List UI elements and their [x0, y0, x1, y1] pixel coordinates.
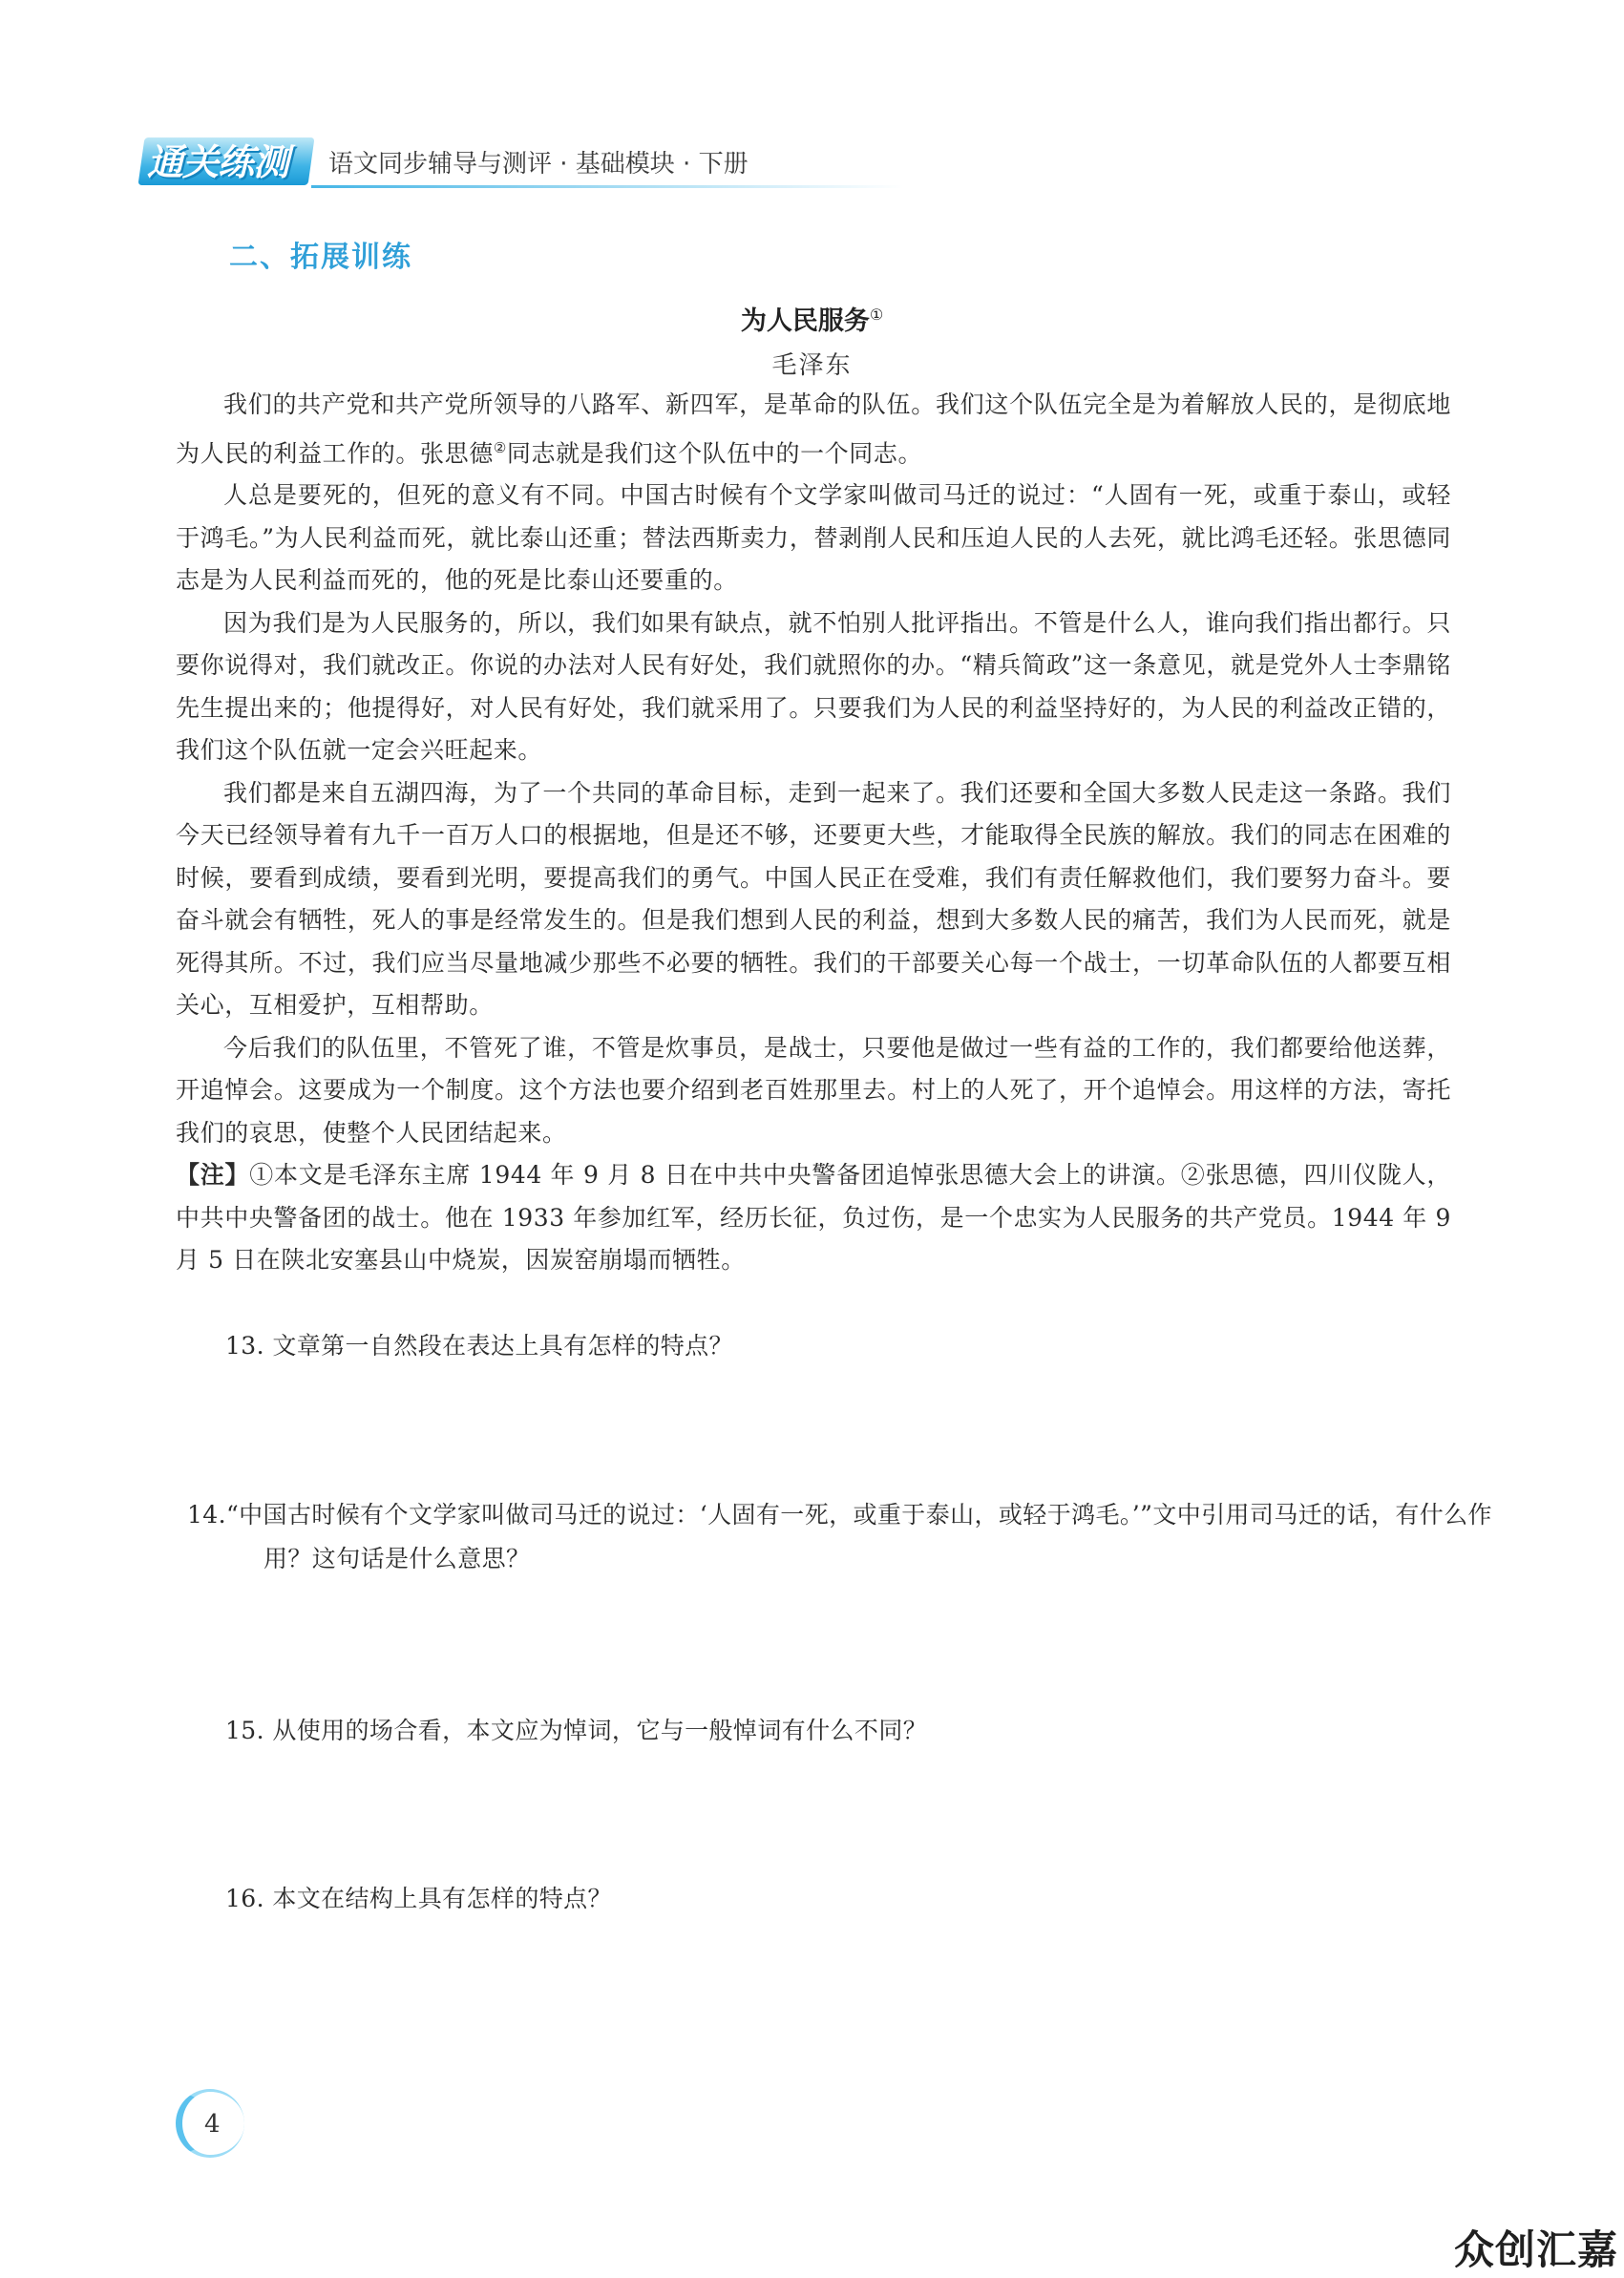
question-16 [225, 1877, 1457, 1921]
footnote [176, 1154, 1451, 1282]
article-body [176, 384, 1451, 1282]
page-header [141, 134, 762, 189]
question-13 [225, 1324, 1457, 1368]
paragraph-5: 今后我们的队伍里，不管死了谁，不管是炊事员，是战士，只要他是做过一些有益的工作的，我们都要给他送葬，开追悼会。这要成为一个制度。这个方法也要介绍到老百姓那里去。村上的人死了，开个追悼会。用这样的方法，寄托我们的哀思，使整个人民团结起来。 [176, 1033, 1451, 1147]
article-title [0, 300, 1624, 337]
page-number: 4 [204, 2110, 221, 2139]
paragraph-1-part-b: 同志就是我们这个队伍中的一个同志。 [506, 438, 923, 467]
question-14 [187, 1493, 1495, 1581]
footnote-mark: ② [493, 438, 507, 456]
question-number: 15. [225, 1717, 264, 1744]
paragraph-3: 因为我们是为人民服务的，所以，我们如果有缺点，就不怕别人批评指出。不管是什么人，谁向我们指出都行。只要你说得对，我们就改正。你说的办法对人民有好处，我们就照你的办。“精兵简政”这一条意见，就是党外人士李鼎铭先生提出来的；他提得好，对人民有好处，我们就采用了。只要我们为人民的利益坚持好的，为人民的利益改正错的，我们这个队伍就一定会兴旺起来。 [176, 608, 1451, 765]
question-text: “中国古时候有个文学家叫做司马迁的说过：‘人固有一死，或重于泰山，或轻于鸿毛。’”文中引用司马迁的话，有什么作用？这句话是什么意思？ [225, 1501, 1492, 1572]
question-number: 13. [225, 1332, 264, 1360]
question-number: 16. [225, 1885, 264, 1912]
series-logo: 通关练测 [147, 141, 289, 183]
paragraph-2: 人总是要死的，但死的意义有不同。中国古时候有个文学家叫做司马迁的说过：“人固有一死，或重于泰山，或轻于鸿毛。”为人民利益而死，就比泰山还重；替法西斯卖力，替剥削人民和压迫人民的人去死，就比鸿毛还轻。张思德同志是为人民利益而死的，他的死是比泰山还要重的。 [176, 481, 1451, 595]
question-15 [225, 1709, 1457, 1753]
question-text: 文章第一自然段在表达上具有怎样的特点？ [272, 1332, 733, 1360]
article-author: 毛泽东 [771, 351, 853, 380]
watermark: 众创汇嘉 [1453, 2226, 1618, 2273]
article-title-text: 为人民服务 [740, 306, 870, 336]
paragraph-1 [176, 384, 1451, 475]
question-text: 从使用的场合看，本文应为悼词，它与一般悼词有什么不同？ [272, 1717, 928, 1744]
question-text: 本文在结构上具有怎样的特点？ [272, 1885, 612, 1912]
section-heading: 二、拓展训练 [229, 241, 412, 274]
paragraph-1-part-a: 我们的共产党和共产党所领导的八路军、新四军，是革命的队伍。我们这个队伍完全是为着解放人民的，是彻底地为人民的利益工作的。张思德 [176, 390, 1451, 467]
header-divider [311, 185, 903, 188]
paragraph-4: 我们都是来自五湖四海，为了一个共同的革命目标，走到一起来了。我们还要和全国大多数人民走这一条路。我们今天已经领导着有九千一百万人口的根据地，但是还不够，还要更大些，才能取得全民族的解放。我们的同志在困难的时候，要看到成绩，要看到光明，要提高我们的勇气。中国人民正在受难，我们有责任解救他们，我们要努力奋斗。要奋斗就会有牺牲，死人的事是经常发生的。但是我们想到人民的利益，想到大多数人民的痛苦，我们为人民而死，就是死得其所。不过，我们应当尽量地减少那些不必要的牺牲。我们的干部要关心每一个战士，一切革命队伍的人都要互相关心，互相爱护，互相帮助。 [176, 778, 1451, 1020]
question-number: 14. [187, 1501, 226, 1529]
footnote-text: ①本文是毛泽东主席 1944 年 9 月 8 日在中共中央警备团追悼张思德大会上的讲演。②张思德，四川仪陇人，中共中央警备团的战士。他在 1933 年参加红军，经历长征，负过伤，是一个忠实为人民服务的共产党员。1944 年 9 月 5 日在陕北安塞县山中烧炭，因炭窑崩塌而牺牲。 [176, 1161, 1451, 1275]
footnote-label: 【注】 [176, 1161, 250, 1190]
book-title: 语文同步辅导与测评 · 基础模块 · 下册 [328, 150, 749, 179]
footnote-mark: ① [869, 306, 884, 324]
